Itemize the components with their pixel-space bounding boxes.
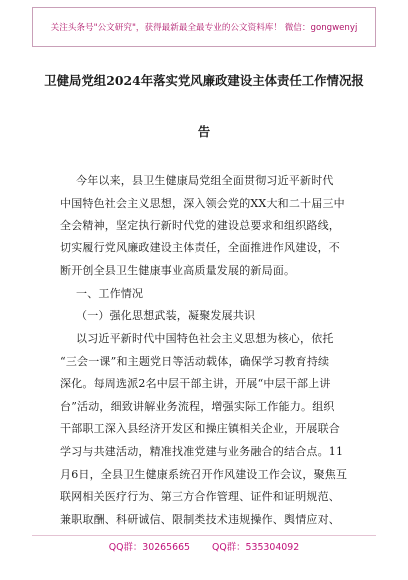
body-line: 以习近平新时代中国特色社会主义思想为核心，依托: [76, 332, 334, 345]
body-line: 深化。每周选派2名中层干部主讲，开展“中层干部上讲: [60, 377, 331, 390]
body-line: 联网相关医疗行为、第三方合作管理、证件和证明规范、: [60, 490, 340, 503]
promo-banner-text: 关注头条号"公文研究"，获得最新最全最专业的公文资料库！ 微信：gongwenyj: [50, 23, 358, 33]
document-title-line-1: 卫健局党组2024年落实党风廉政建设主体责任工作情况报: [44, 73, 364, 88]
body-line: 今年以来，县卫生健康局党组全面贯彻习近平新时代: [76, 174, 334, 187]
body-line: 断开创全县卫生健康事业高质量发展的新局面。: [60, 264, 296, 277]
section-heading: 一、工作情况: [76, 287, 144, 300]
body-line: 学习与共建活动，精准找准党建与业务融合的结合点。11: [60, 445, 344, 458]
body-line: 干部职工深入县经济开发区和操庄镇相关企业，开展联合: [60, 422, 340, 435]
body-line: 全会精神，坚定执行新时代党的建设总要求和组织路线，: [60, 219, 340, 232]
document-title-line-2: 告: [197, 124, 211, 139]
promo-banner: [32, 7, 376, 47]
body-line: 中国特色社会主义思想，深入领会党的XX大和二十届三中: [60, 197, 345, 210]
body-line: 兼职取酬、科研诚信、限制类技术违规操作、舆情应对、: [60, 513, 340, 526]
body-line: 台”活动，细致讲解业务流程，增强实际工作能力。组织: [60, 400, 335, 413]
footer: [0, 539, 408, 553]
subsection-heading: （一）强化思想武装，凝聚发展共识: [76, 309, 256, 322]
body-line: 切实履行党风廉政建设主体责任，全面推进作风建设，不: [60, 241, 340, 254]
body-line: 月6日，全县卫生健康系统召开作风建设工作会议，聚焦互: [60, 468, 348, 481]
footer-qq-group-1: QQ群：30265665: [108, 542, 191, 553]
footer-divider: [32, 535, 376, 536]
body-line: “三会一课”和主题党日等活动载体，确保学习教育持续: [60, 355, 330, 368]
footer-qq-group-2: QQ群：535304092: [212, 542, 300, 553]
